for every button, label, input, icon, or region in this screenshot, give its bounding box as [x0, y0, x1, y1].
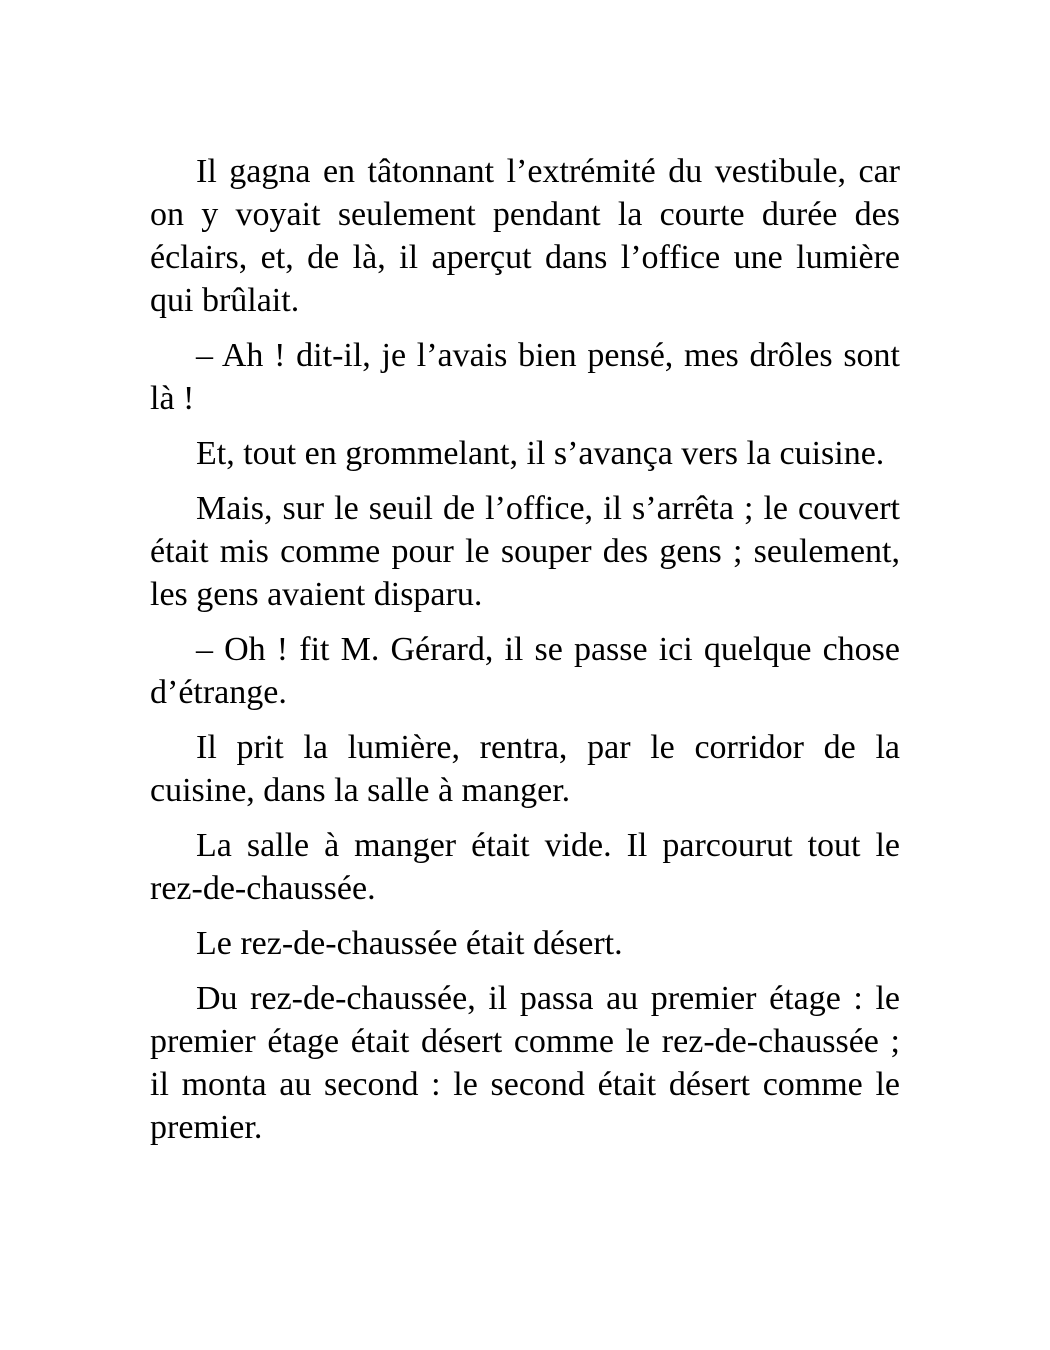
- paragraph: Et, tout en grommelant, il s’avança vers la cuisine.: [196, 435, 885, 472]
- paragraph: Il prit la lumière, rentra, par le corridor de la cuisine, dans la salle à manger.: [150, 729, 900, 809]
- paragraph: Il gagna en tâtonnant l’extrémité du vestibule, car on y voyait seulement pendant la courte durée des éclairs, et, de là, il aperçut dans l’office une lumière qui brûlait.: [150, 153, 900, 319]
- paragraph: La salle à manger était vide. Il parcourut tout le rez-de-chaussée.: [150, 827, 900, 907]
- document-page: [150, 150, 900, 1161]
- paragraph: – Ah ! dit-il, je l’avais bien pensé, mes drôles sont là !: [150, 337, 900, 417]
- paragraph: – Oh ! fit M. Gérard, il se passe ici quelque chose d’étrange.: [150, 631, 900, 711]
- paragraph: Mais, sur le seuil de l’office, il s’arrêta ; le couvert était mis comme pour le souper des gens ; seulement, les gens avaient disparu.: [150, 490, 900, 613]
- paragraph: Du rez-de-chaussée, il passa au premier étage : le premier étage était désert comme le rez-de-chaussée ; il monta au second : le second était désert comme le premier.: [150, 980, 900, 1146]
- paragraph: Le rez-de-chaussée était désert.: [196, 925, 623, 962]
